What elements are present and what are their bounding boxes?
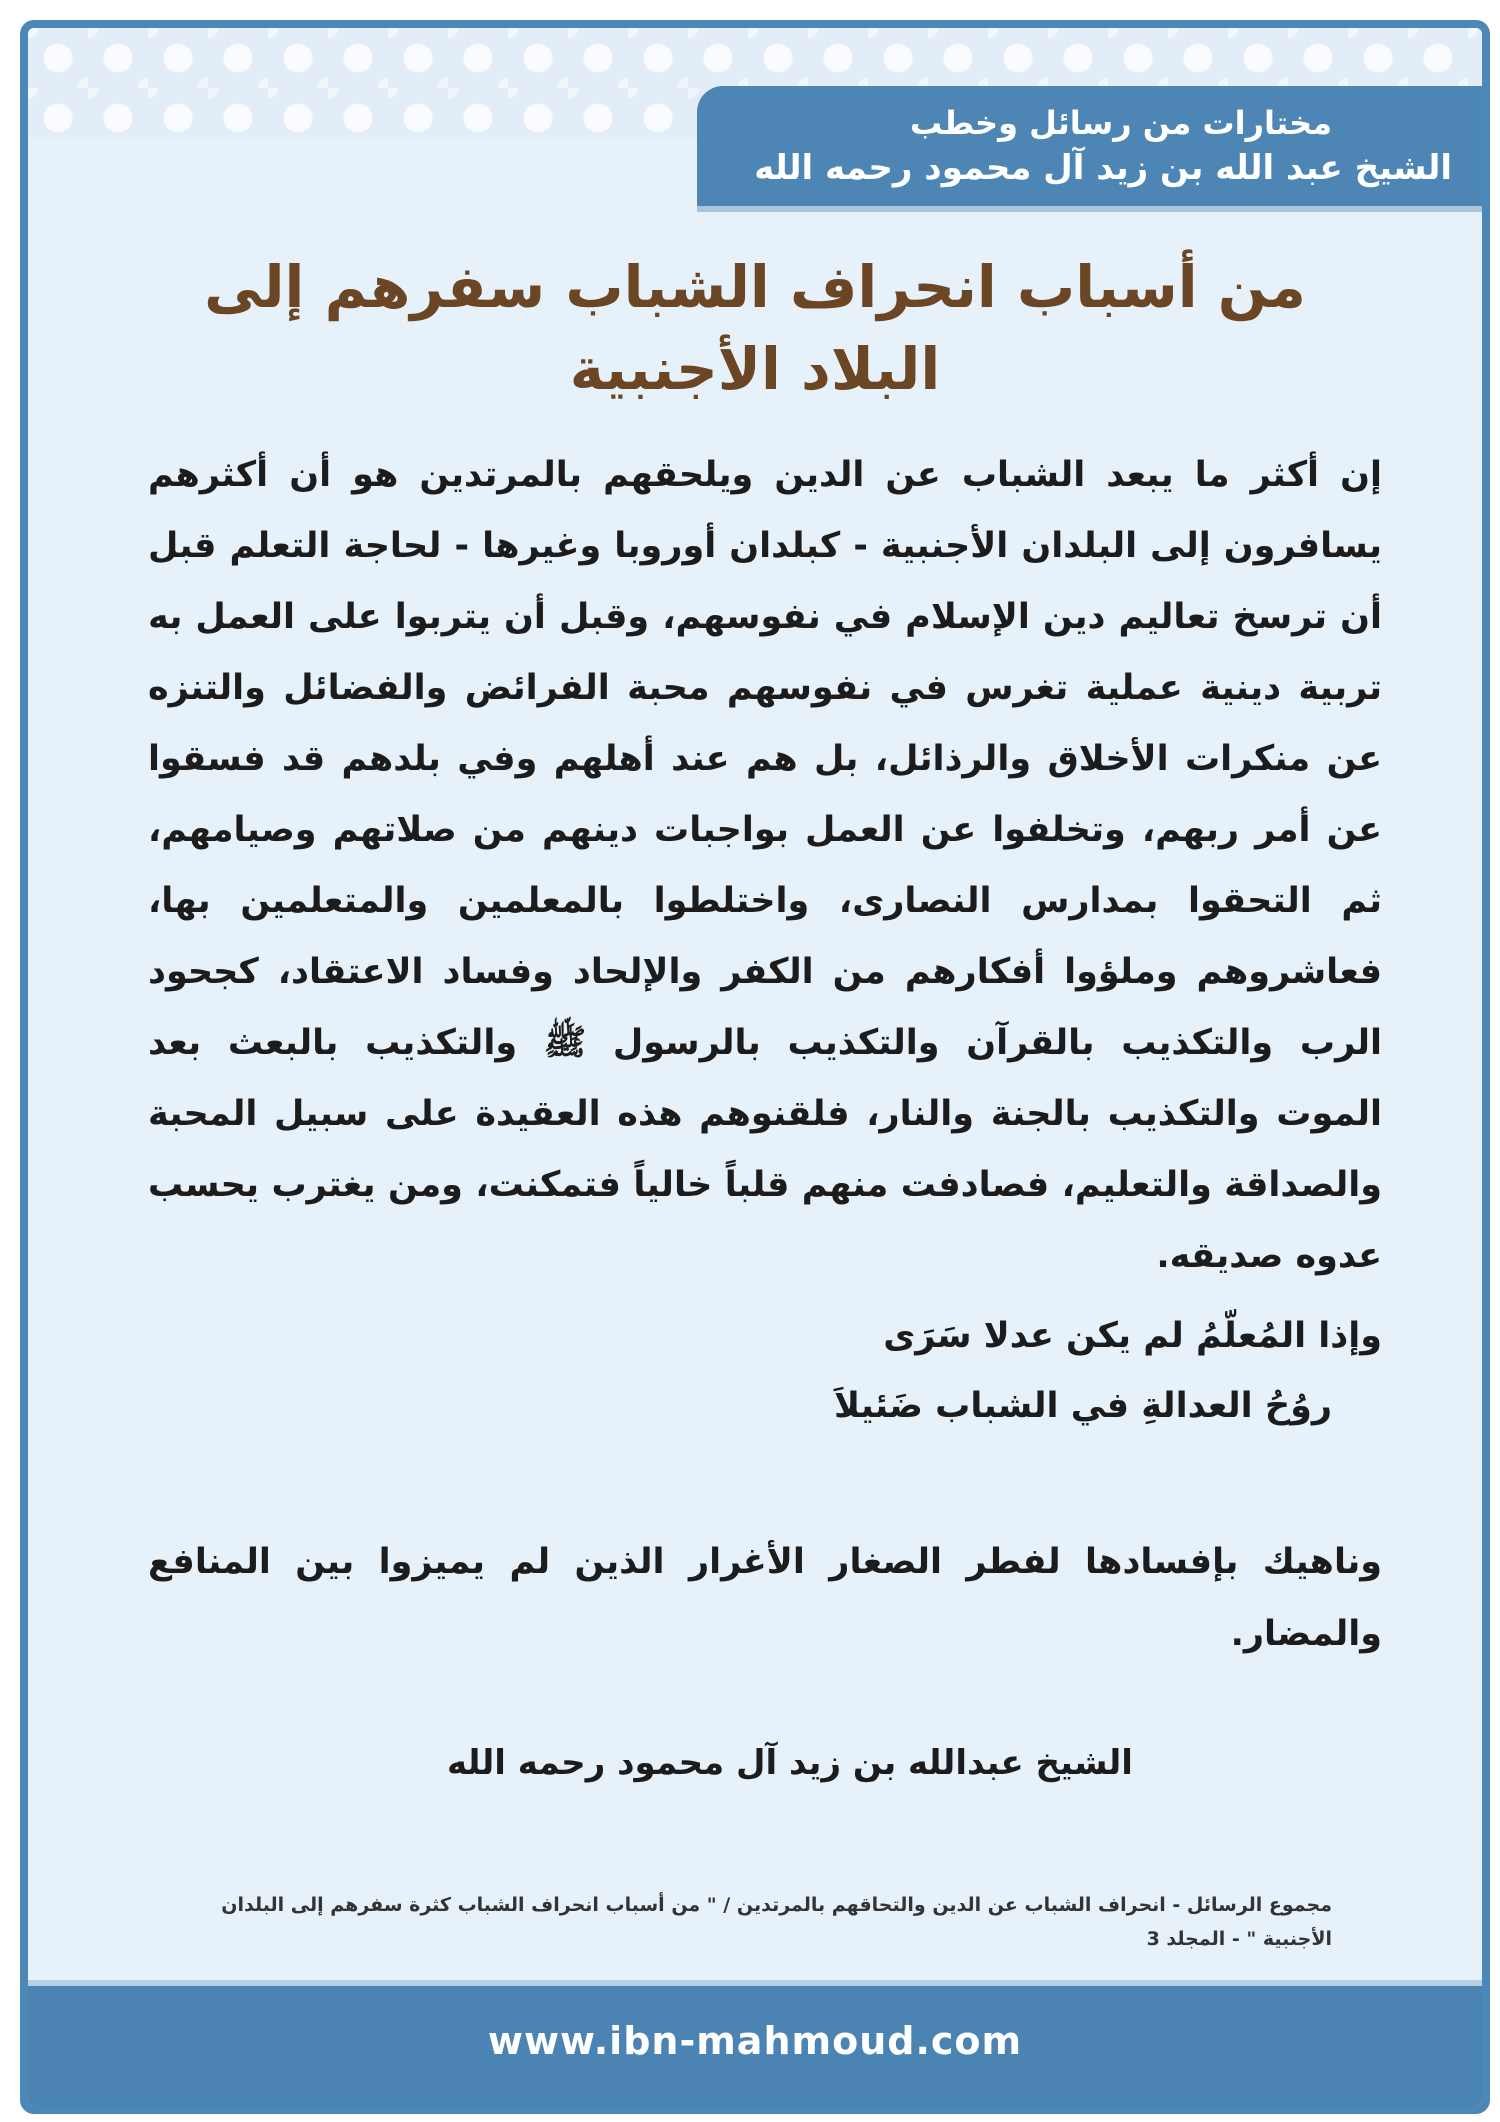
- author-signature: الشيخ عبدالله بن زيد آل محمود رحمه الله: [447, 1743, 1133, 1783]
- header-underline: [697, 206, 1482, 212]
- website-link[interactable]: www.ibn-mahmoud.com: [487, 2019, 1023, 2063]
- source-citation: مجموع الرسائل - انحراف الشباب عن الدين والتحاقهم بالمرتدين / " من أسباب انحراف الشباب كثرة سفرهم إلى البلدان الأجنبية " - المجلد 3: [221, 1894, 1332, 1950]
- page-frame: [20, 20, 1490, 2114]
- article-title: من أسباب انحراف الشباب سفرهم إلى البلاد الأجنبية: [204, 253, 1306, 403]
- article-conclusion: وناهيك بإفسادها لفطر الصغار الأغرار الذين لم يميزوا بين المنافع والمضار.: [148, 1542, 1382, 1654]
- poem-line-1: وإذا المُعلّمُ لم يكن عدلا سَرَى: [883, 1316, 1382, 1356]
- poem-line-2: روُحُ العدالةِ في الشباب ضَئيلاَ: [834, 1386, 1332, 1426]
- footer-bar: [28, 1980, 1482, 2106]
- series-header: [697, 86, 1482, 210]
- series-title: مختارات من رسائل وخطب: [909, 104, 1332, 142]
- series-author: الشيخ عبد الله بن زيد آل محمود رحمه الله: [754, 148, 1452, 188]
- article-body: إن أكثر ما يبعد الشباب عن الدين ويلحقهم بالمرتدين هو أن أكثرهم يسافرون إلى البلدان الأجنبية - كبلدان أوروبا وغيرها - لحاجة التعلم قبل أن ترسخ تعاليم دين الإسلام في نفوسهم، وقبل أن يتربوا على العمل به تربية دينية عملية تغرس في نفوسهم محبة الفرائض والفضائل والتنزه عن منكرات الأخلاق والرذائل، بل هم عند أهلهم وفي بلدهم قد فسقوا عن أمر ربهم، وتخلفوا عن العمل بواجبات دينهم من صلاتهم وصيامهم، ثم التحقوا بمدارس النصارى، واختلطوا بالمعلمين والمتعلمين بها، فعاشروهم وملؤوا أفكارهم من الكفر والإلحاد وفساد الاعتقاد، كجحود الرب والتكذيب بالقرآن والتكذيب بالرسول ﷺ والتكذيب بالبعث بعد الموت والتكذيب بالجنة والنار، فلقنوهم هذه العقيدة على سبيل المحبة والصداقة والتعليم، فصادفت منهم قلباً خالياً فتمكنت، ومن يغترب يحسب عدوه صديقه.: [148, 455, 1382, 1276]
